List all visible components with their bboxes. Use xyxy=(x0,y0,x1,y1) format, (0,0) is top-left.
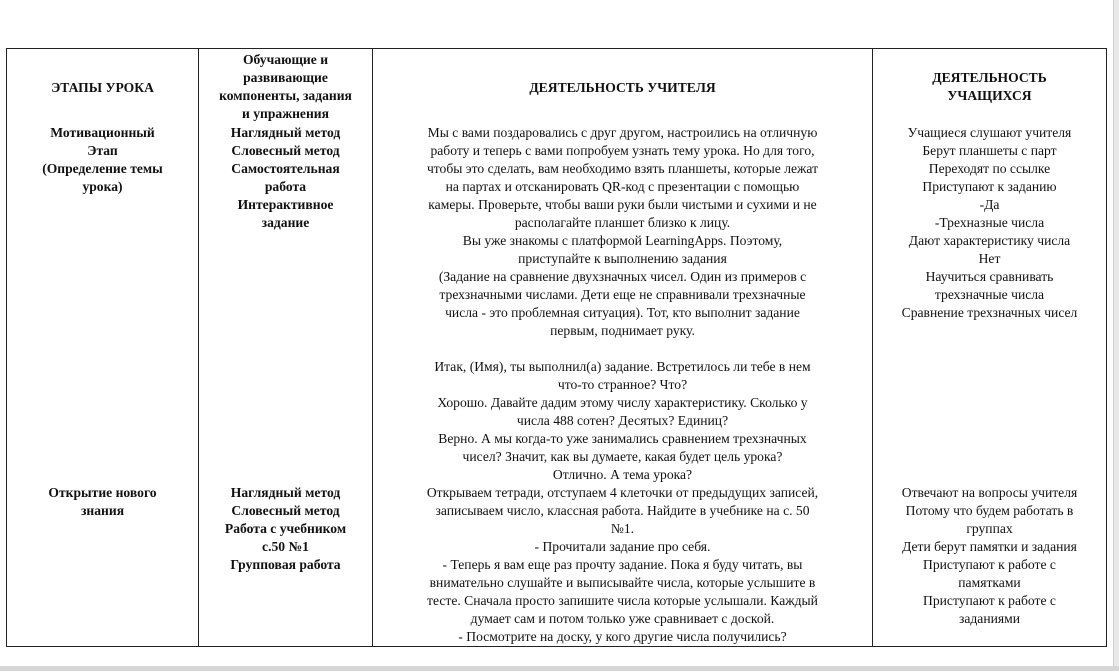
header-students: ДЕЯТЕЛЬНОСТЬ УЧАЩИХСЯ xyxy=(873,49,1107,125)
components-cell: Наглядный метод Словесный метод Самостоятельная работа Интерактивное задание xyxy=(199,124,373,484)
components-cell: Наглядный метод Словесный метод Работа с учебником с.50 №1 Групповая работа xyxy=(199,484,373,647)
page-edge-bottom xyxy=(0,666,1119,671)
header-components: Обучающие и развивающие компоненты, задания и упражнения xyxy=(199,49,373,125)
teacher-cell: Открываем тетради, отступаем 4 клеточки от предыдущих записей, записываем число, классная работа. Найдите в учебнике на с. 50 №1. - Прочитали задание про себя. - Теперь я вам еще раз прочту задание. Пока я буду читать, вы внимательно слушайте и выписывайте числа, которые услышите в тесте. Сначала просто запишите числа которые услышали. Каждый думает сам и потом только уже сравнивает с доской. - Посмотрите на доску, у кого другие числа получились? xyxy=(373,484,873,647)
page-edge-right xyxy=(1113,0,1119,671)
header-stages: ЭТАПЫ УРОКА xyxy=(7,49,199,125)
stage-cell: Мотивационный Этап (Определение темы урока) xyxy=(7,124,199,484)
table-header-row xyxy=(7,49,1107,125)
lesson-plan-table xyxy=(6,48,1107,647)
table-row xyxy=(7,484,1107,647)
teacher-cell: Мы с вами поздаровались с друг другом, настроились на отличную работу и теперь с вами попробуем узнать тему урока. Но для того, чтобы это сделать, вам необходимо взять планшеты, которые лежат на партах и отсканировать QR-код с презентации с помощью камеры. Проверьте, чтобы ваши руки были чистыми и сухими и не располагайте планшет близко к лицу. Вы уже знакомы с платформой LearningApps. Поэтому, приступайте к выполнению задания (Задание на сравнение двухзначных чисел. Один из примеров с трехзначными числами. Дети еще не справнивали трехзначные числа - это проблемная ситуация). Тот, кто выполнит задание первым, поднимает руку. Итак, (Имя), ты выполнил(а) задание. Встретилось ли тебе в нем что-то странное? Что? Хорошо. Давайте дадим этому числу характеристику. Сколько у числа 488 сотен? Десятых? Единиц? Верно. А мы когда-то уже занимались сравнением трехзначных чисел? Значит, как вы думаете, какая будет цель урока? Отлично. А тема урока? xyxy=(373,124,873,484)
table-row xyxy=(7,124,1107,484)
students-cell: Отвечают на вопросы учителя Потому что будем работать в группах Дети берут памятки и задания Приступают к работе с памятками Приступают к работе с заданиями xyxy=(873,484,1107,647)
header-teacher: ДЕЯТЕЛЬНОСТЬ УЧИТЕЛЯ xyxy=(373,49,873,125)
students-cell: Учащиеся слушают учителя Берут планшеты с парт Переходят по ссылке Приступают к заданию -Да -Трехназные числа Дают характеристику числа Нет Научиться сравнивать трехзначные числа Сравнение трехзначных чисел xyxy=(873,124,1107,484)
stage-cell: Открытие нового знания xyxy=(7,484,199,647)
